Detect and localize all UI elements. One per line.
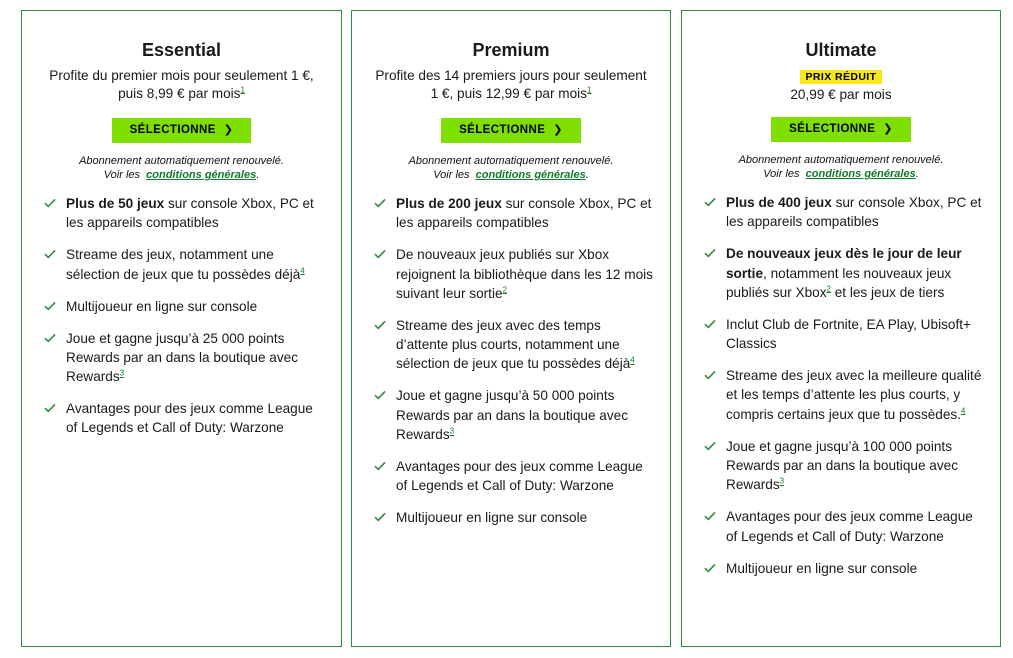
feature-text-continued: et les jeux de tiers — [830, 284, 945, 300]
checkmark-icon — [704, 441, 716, 451]
footnote-link[interactable]: 4 — [630, 355, 635, 365]
terms-link[interactable]: conditions générales — [475, 169, 586, 181]
checkmark-icon — [374, 198, 386, 208]
feature-highlight: Plus de 50 jeux — [66, 196, 165, 211]
plan-offer — [364, 67, 658, 103]
footnote-link[interactable]: 1 — [586, 85, 592, 95]
footnote-link[interactable]: 4 — [961, 406, 966, 416]
feature-text: Joue et gagne jusqu’à 25 000 points Rewards par an dans la boutique avec Rewards — [66, 330, 298, 385]
feature-text: Multijoueur en ligne sur console — [66, 298, 258, 314]
discount-badge: PRIX RÉDUIT — [800, 70, 883, 84]
select-button-label: SÉLECTIONNE — [459, 124, 546, 136]
checkmark-icon — [44, 198, 56, 208]
renewal-note — [22, 154, 341, 182]
feature-item — [44, 194, 327, 233]
feature-item — [374, 508, 656, 527]
renewal-suffix: . — [585, 169, 589, 181]
plan-card-ultimate — [681, 10, 1001, 647]
footnote-link[interactable]: 2 — [502, 285, 507, 295]
checkmark-icon — [374, 320, 386, 330]
offer-line-2: puis 8,99 € par mois — [118, 86, 241, 101]
feature-list — [22, 194, 341, 438]
footnote-link[interactable]: 3 — [449, 426, 455, 436]
checkmark-icon — [704, 248, 716, 258]
feature-text: sur console Xbox, PC et les appareils compatibles — [396, 196, 652, 231]
feature-item — [374, 386, 656, 444]
feature-item — [374, 194, 656, 233]
feature-list — [352, 194, 670, 528]
chevron-right-icon: ❯ — [223, 124, 234, 136]
feature-item — [374, 245, 656, 303]
checkmark-icon — [704, 319, 716, 329]
renewal-note — [352, 154, 670, 182]
feature-text: Avantages pour des jeux comme League of Legends et Call of Duty: Warzone — [66, 401, 313, 436]
plan-card-essential — [21, 10, 342, 647]
footnote-link[interactable]: 2 — [826, 284, 831, 294]
plan-name: Ultimate — [805, 40, 877, 60]
feature-text: Joue et gagne jusqu’à 100 000 points Rewards par an dans la boutique avec Rewards — [726, 438, 958, 493]
footnote-link[interactable]: 4 — [300, 266, 305, 276]
plan-price: 20,99 € par mois — [790, 87, 892, 102]
feature-text: Joue et gagne jusqu’à 50 000 points Rewards par an dans la boutique avec Rewards — [396, 388, 628, 443]
feature-text: Inclut Club de Fortnite, EA Play, Ubisoft+ Classics — [726, 316, 971, 352]
feature-list — [682, 193, 1000, 578]
offer-line-2: 1 €, puis 12,99 € par mois — [430, 86, 587, 101]
footnote-link[interactable]: 3 — [779, 476, 785, 486]
feature-item — [704, 366, 986, 424]
checkmark-icon — [44, 403, 56, 413]
feature-text: Multijoueur en ligne sur console — [396, 510, 588, 526]
checkmark-icon — [704, 563, 716, 573]
renewal-prefix: Voir les — [103, 169, 141, 181]
chevron-right-icon: ❯ — [883, 123, 893, 135]
feature-item — [704, 315, 986, 354]
renewal-text: Abonnement automatiquement renouvelé. — [79, 155, 284, 167]
feature-highlight: Plus de 200 jeux — [396, 196, 502, 211]
footnote-link[interactable]: 3 — [119, 368, 125, 378]
feature-item — [704, 437, 986, 495]
plan-name: Premium — [472, 40, 550, 60]
renewal-prefix: Voir les — [433, 169, 470, 181]
select-button-label: SÉLECTIONNE — [129, 124, 216, 136]
plan-name: Essential — [141, 40, 222, 60]
checkmark-icon — [704, 197, 716, 207]
feature-item — [44, 297, 327, 316]
feature-item — [44, 399, 327, 438]
feature-text: , notamment les nouveaux jeux publiés sur Xbox — [726, 265, 952, 300]
select-premium-button[interactable] — [441, 118, 581, 143]
feature-text: De nouveaux jeux publiés sur Xbox rejoignent la bibliothèque dans les 12 mois suivant leur sortie — [396, 247, 653, 301]
checkmark-icon — [704, 370, 716, 380]
select-button-label: SÉLECTIONNE — [789, 123, 876, 135]
feature-text: Streame des jeux avec la meilleure qualité et les temps d’attente les plus courts, y compris certains jeux que tu possèdes. — [726, 368, 982, 422]
feature-text: Multijoueur en ligne sur console — [726, 560, 918, 576]
feature-item — [374, 457, 656, 496]
renewal-note — [682, 153, 1000, 181]
feature-text: Avantages pour des jeux comme League of Legends et Call of Duty: Warzone — [396, 459, 643, 494]
select-ultimate-button[interactable] — [771, 117, 911, 142]
renewal-text: Abonnement automatiquement renouvelé. — [738, 154, 944, 166]
feature-item — [704, 244, 986, 302]
feature-text: Streame des jeux avec des temps d’attente plus courts, notamment une sélection de jeux que tu possèdes déjà — [396, 317, 631, 372]
renewal-prefix: Voir les — [763, 168, 800, 180]
feature-highlight: De nouveaux jeux dès le jour de leur sortie — [726, 246, 962, 281]
checkmark-icon — [44, 333, 56, 343]
renewal-suffix: . — [915, 168, 919, 180]
terms-link[interactable]: conditions générales — [805, 168, 916, 180]
terms-link[interactable]: conditions générales — [146, 169, 257, 181]
renewal-text: Abonnement automatiquement renouvelé. — [408, 155, 614, 167]
feature-highlight: Plus de 400 jeux — [726, 195, 832, 210]
checkmark-icon — [374, 390, 386, 400]
feature-item — [704, 193, 986, 232]
renewal-suffix: . — [256, 169, 260, 181]
plan-offer — [34, 67, 329, 103]
feature-item — [374, 316, 656, 374]
checkmark-icon — [44, 301, 56, 311]
select-essential-button[interactable] — [112, 118, 252, 143]
checkmark-icon — [374, 249, 386, 259]
chevron-right-icon: ❯ — [553, 124, 563, 136]
feature-text: Streame des jeux, notamment une sélection de jeux que tu possèdes déjà — [66, 247, 301, 282]
checkmark-icon — [44, 249, 56, 259]
feature-text: sur console Xbox, PC et les appareils compatibles — [726, 195, 982, 230]
feature-item — [44, 245, 327, 284]
footnote-link[interactable]: 1 — [240, 85, 245, 95]
feature-text: Avantages pour des jeux comme League of Legends et Call of Duty: Warzone — [726, 509, 973, 544]
offer-line-1: Profite du premier mois pour seulement 1 €, — [49, 68, 314, 83]
checkmark-icon — [374, 512, 386, 522]
plan-card-premium — [351, 10, 671, 647]
feature-text: sur console Xbox, PC et les appareils compatibles — [66, 196, 314, 231]
checkmark-icon — [704, 511, 716, 521]
feature-item — [704, 559, 986, 578]
offer-line-1: Profite des 14 premiers jours pour seulement — [375, 68, 647, 83]
feature-item — [704, 507, 986, 546]
feature-item — [44, 329, 327, 387]
checkmark-icon — [374, 461, 386, 471]
